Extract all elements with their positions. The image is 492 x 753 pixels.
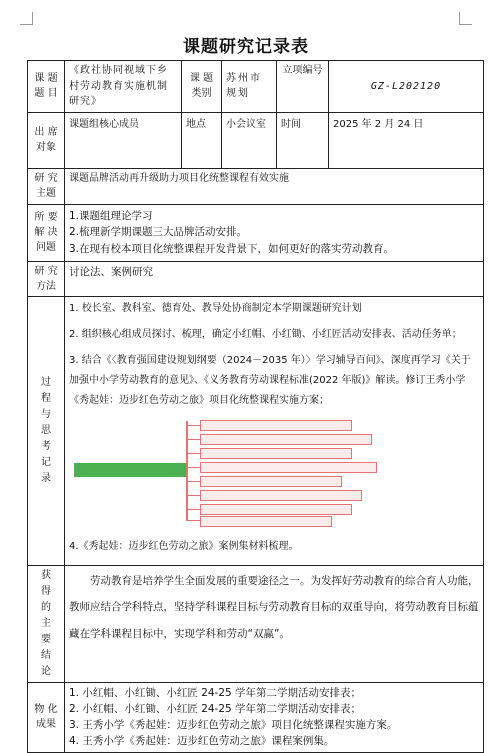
theme-label: [28, 168, 65, 204]
mindmap-link: [188, 495, 200, 496]
topic-value: 《政社协同视域下乡村劳动教育实施机制研究》: [65, 61, 182, 113]
process-item: 2. 组织核心组成员探讨、梳理，确定小红帽、小红锄、小红匠活动安排表、活动任务单；: [69, 328, 462, 340]
mindmap-link: [188, 467, 200, 468]
document-title: 课题研究记录表: [183, 37, 309, 57]
row-participants: [28, 112, 484, 168]
category-value: 苏州市规划: [222, 61, 277, 113]
conclusion-text: 劳动教育是培养学生全面发展的重要途径之一。为发挥好劳动教育的综合育人功能，教师应结合学科特点，坚持学科课程目标与劳动教育目标的双重导向，将劳动教育目标蕴藏在学科课程目标中，实现学科和劳动“双赢”。: [69, 574, 479, 641]
time-label: 时间: [277, 112, 329, 168]
theme-label-text: 研 究 主题: [34, 173, 58, 199]
process-item: 3. 结合《〈教育强国建设规划纲要（2024－2035 年）〉学习辅导百问》、深度再学习《关于加强中小学劳动教育的意见》、《义务教育劳动课程标准(2022 年版)》解读。修订王秀小学《秀起娃：迈步红色劳动之旅》项目化统整课程实施方案；: [69, 354, 471, 406]
participants-value: 课题组核心成员: [65, 112, 182, 168]
method-label-text: 研 究 方法: [34, 265, 58, 292]
crop-mark-left: [20, 12, 33, 25]
mindmap-link: [188, 481, 200, 482]
method-value: 讨论法、案例研究: [65, 261, 484, 296]
row-conclusion: [28, 565, 484, 682]
mindmap-link: [188, 425, 200, 426]
mindmap-node: [200, 462, 377, 473]
conclusion-label-text: 获 得 的 主 要 结 论: [41, 569, 51, 677]
process-label-text: 过 程 与 思 考 记 录: [41, 376, 51, 484]
mindmap-branch: [186, 421, 188, 521]
row-outcomes: [28, 682, 484, 752]
mindmap-node: [200, 490, 362, 501]
participants-label: [28, 112, 65, 168]
row-theme: [28, 168, 484, 204]
participants-label-text: 出 席 对象: [34, 127, 58, 153]
crop-mark-right: [459, 12, 472, 25]
topic-label-text: 课 题 题 目: [34, 73, 58, 100]
outcome-item: 3. 王秀小学《秀起娃：迈步红色劳动之旅》项目化统整课程实施方案。: [69, 719, 398, 732]
problems-label-text: 所 要 解 决 问题: [34, 212, 58, 253]
process-item: 1. 校长室、教科室、德育处、教导处协商制定本学期课题研究计划: [69, 302, 362, 314]
record-table: [27, 60, 484, 753]
outcome-item: 1. 小红帽、小红锄、小红匠 24-25 学年第二学期活动安排表；: [69, 686, 362, 699]
row-method: [28, 261, 484, 296]
outcomes-label-text: 物 化 成果: [34, 704, 58, 731]
mindmap-node: [200, 516, 332, 527]
process-list: [65, 296, 484, 565]
time-value: 2025 年 2 月 24 日: [329, 112, 484, 168]
row-problems: [28, 204, 484, 261]
outcome-item: 4. 王秀小学《秀起娃：迈步红色劳动之旅》课程案例集。: [69, 735, 335, 748]
location-value: 小会议室: [222, 112, 277, 168]
project-no-value: GZ-L202120: [329, 61, 484, 113]
problems-label: [28, 204, 65, 261]
process-item: 4.《秀起娃：迈步红色劳动之旅》案例集材料梳理。: [69, 540, 299, 552]
category-label-text: 课 题 类别: [189, 73, 214, 100]
mindmap-node: [200, 504, 352, 515]
problems-list: [65, 204, 484, 261]
location-label: 地点: [182, 112, 222, 168]
problem-item: 3.在现有校本项目化统整课程开发背景下，如何更好的落实劳动教育。: [69, 242, 395, 255]
mindmap-node: [200, 448, 352, 459]
mindmap-link: [188, 520, 200, 521]
outcome-item: 2. 小红帽、小红锄、小红匠 24-25 学年第二学期活动安排表；: [69, 702, 362, 715]
mindmap-image: [69, 417, 479, 529]
project-no-label: 立项编号: [277, 61, 329, 113]
process-label: [28, 296, 65, 565]
theme-value: 课题品牌活动再升级助力项目化统整课程有效实施: [65, 168, 484, 204]
topic-label: [28, 61, 65, 113]
mindmap-node: [200, 420, 352, 431]
outcomes-list: [65, 682, 484, 752]
method-label: [28, 261, 65, 296]
category-label: [182, 61, 222, 113]
conclusion-label: [28, 565, 65, 682]
outcomes-label: [28, 682, 65, 752]
mindmap-link: [188, 509, 200, 510]
mindmap-node: [200, 476, 342, 487]
mindmap-node: [200, 434, 372, 445]
problem-item: 2.梳理新学期课题三大品牌活动安排。: [69, 226, 248, 239]
problem-item: 1.课题组理论学习: [69, 210, 153, 223]
mindmap-root: [74, 463, 186, 477]
row-process: [28, 296, 484, 565]
conclusion-cell: [65, 565, 484, 682]
row-topic: [28, 61, 484, 113]
mindmap-link: [188, 439, 200, 440]
mindmap-link: [188, 453, 200, 454]
